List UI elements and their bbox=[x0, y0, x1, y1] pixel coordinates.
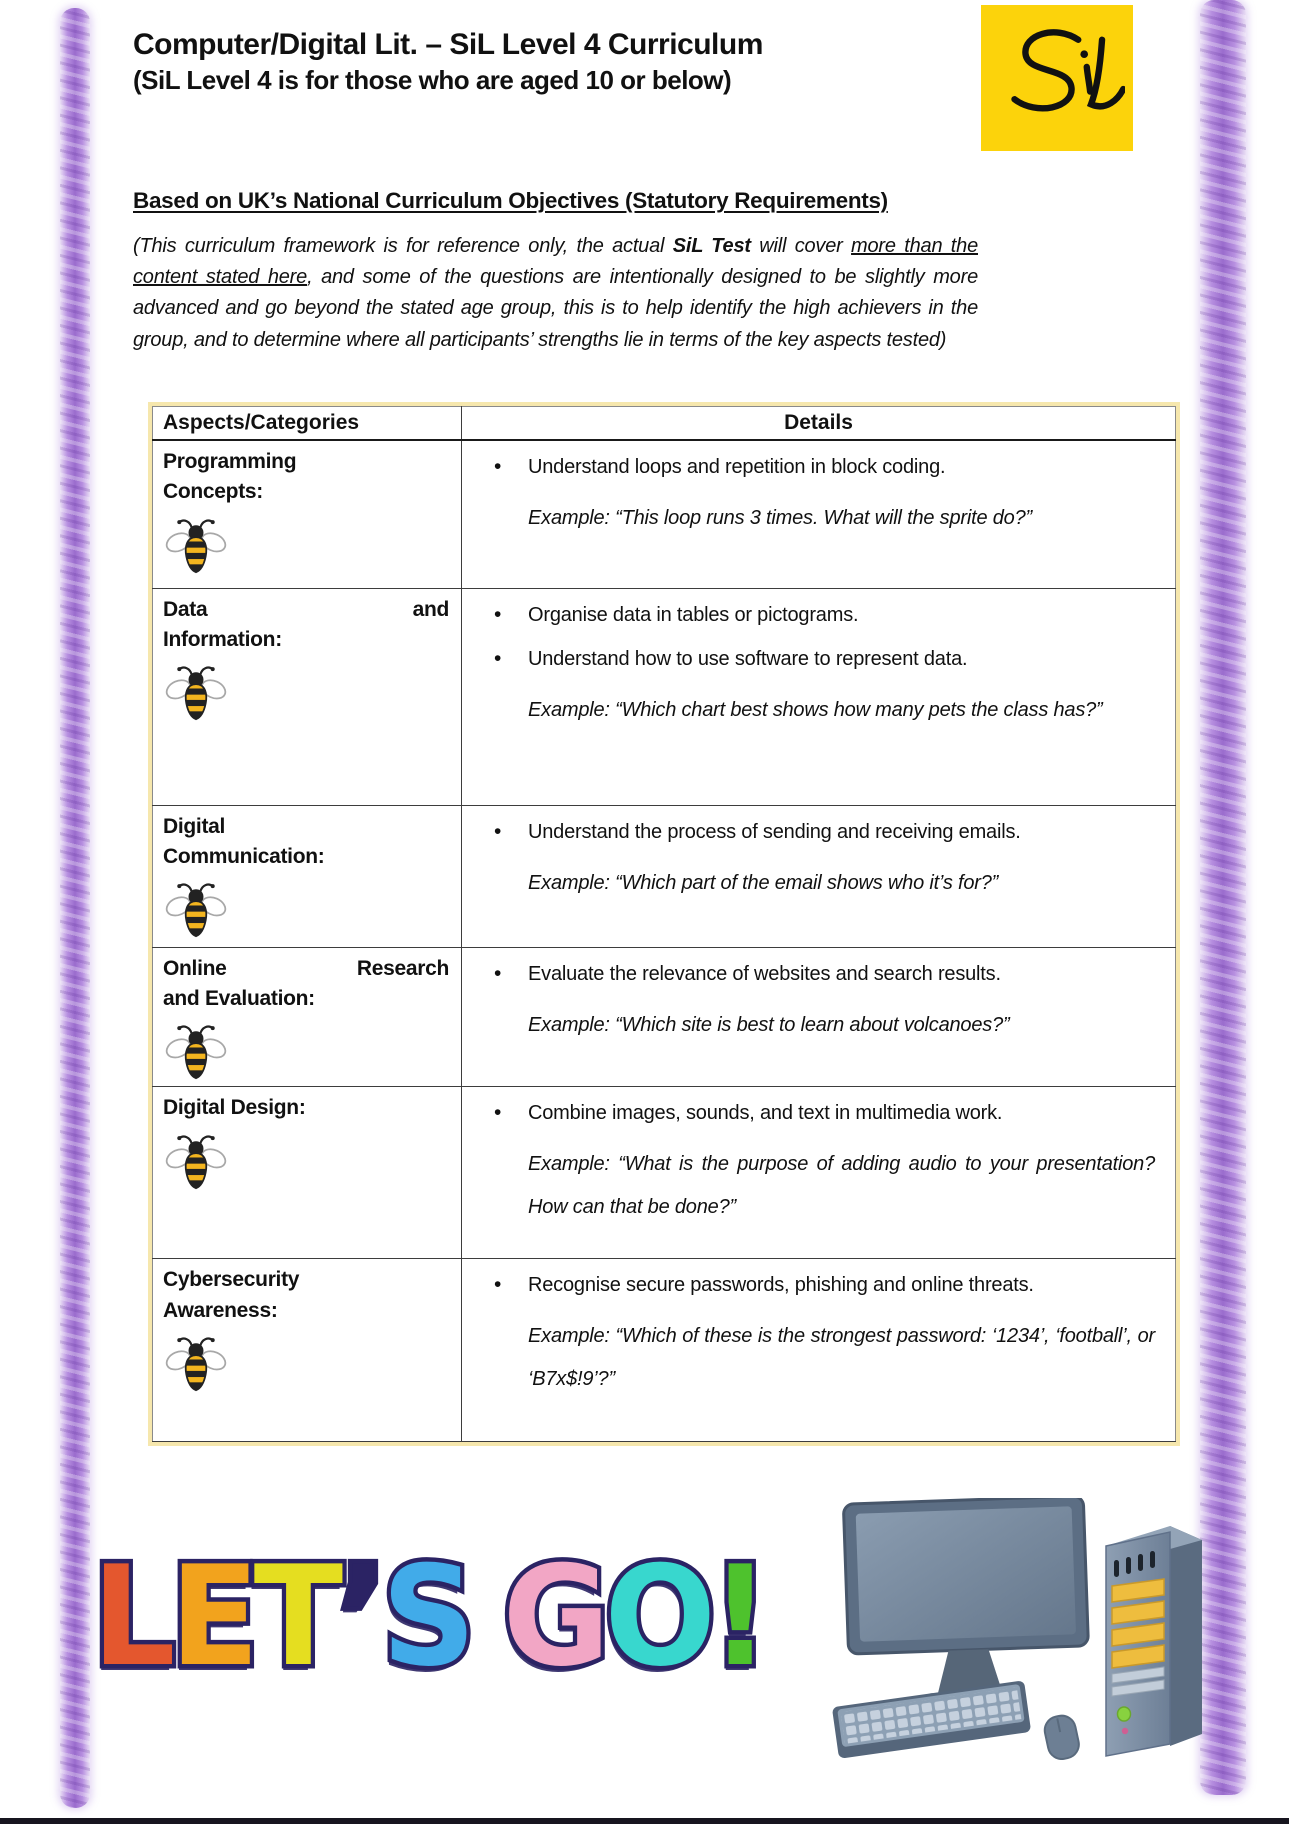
detail-bullet: • Combine images, sounds, and text in multimedia work. bbox=[472, 1099, 1165, 1128]
left-purple-stripe bbox=[60, 8, 90, 1808]
example-text: Example: “What is the purpose of adding audio to your presentation? How can that be done?” bbox=[528, 1153, 1155, 1219]
mouse bbox=[1042, 1713, 1081, 1760]
details-cell bbox=[462, 1087, 1176, 1259]
intro-paragraph bbox=[133, 231, 978, 356]
bee-icon bbox=[165, 663, 227, 721]
bee-icon bbox=[165, 880, 227, 938]
details-cell bbox=[462, 947, 1176, 1087]
lets-go-wordart bbox=[92, 1536, 765, 1697]
category-cell bbox=[153, 1087, 462, 1259]
category-label: Programming bbox=[163, 450, 297, 473]
table-row-digital-design bbox=[153, 1087, 1176, 1259]
bee-icon bbox=[165, 1334, 227, 1392]
detail-bullet: • Understand how to use software to represent data. bbox=[472, 645, 1165, 674]
category-cell bbox=[153, 947, 462, 1087]
category-word: Research bbox=[356, 956, 449, 980]
table-row-data-and-information bbox=[153, 588, 1176, 805]
category-label: Digital bbox=[163, 814, 226, 838]
tower bbox=[1106, 1526, 1202, 1756]
detail-bullet: • Understand loops and repetition in block coding. bbox=[472, 453, 1165, 482]
category-label: Communication: bbox=[163, 844, 325, 868]
wordart-letter: T bbox=[253, 1536, 338, 1697]
section-heading: Based on UK’s National Curriculum Objectives (Statutory Requirements) bbox=[133, 188, 888, 213]
monitor bbox=[843, 1498, 1090, 1709]
page-title: Computer/Digital Lit. – SiL Level 4 Curriculum bbox=[133, 28, 763, 61]
detail-bullet: • Recognise secure passwords, phishing and online threats. bbox=[472, 1271, 1165, 1300]
detail-bullet: • Organise data in tables or pictograms. bbox=[472, 601, 1165, 630]
table-row-digital-communication bbox=[153, 805, 1176, 947]
wordart-letter: ’ bbox=[337, 1536, 382, 1697]
example-text: Example: “Which of these is the strongest password: ‘1234’, ‘football’, or ‘B7x$!9’?” bbox=[528, 1325, 1155, 1391]
intro-underlined-text: more than the content stated here bbox=[133, 235, 978, 289]
table-header-row bbox=[153, 407, 1176, 441]
details-cell bbox=[462, 588, 1176, 805]
category-label: Awareness: bbox=[163, 1298, 278, 1322]
page-subtitle: (SiL Level 4 is for those who are aged 10 or below) bbox=[133, 64, 732, 95]
wordart-letter: O bbox=[604, 1536, 711, 1697]
category-word: Data bbox=[163, 597, 208, 621]
category-cell bbox=[153, 1259, 462, 1442]
curriculum-table bbox=[148, 402, 1180, 1446]
category-label: Digital Design: bbox=[163, 1096, 306, 1120]
category-label: Concepts: bbox=[163, 480, 263, 504]
bee-icon bbox=[165, 1132, 227, 1190]
table-row-cybersecurity-awareness bbox=[153, 1259, 1176, 1442]
category-word: and bbox=[412, 597, 449, 621]
category-label: Cybersecurity bbox=[163, 1268, 300, 1292]
detail-bullet: • Understand the process of sending and receiving emails. bbox=[472, 818, 1165, 847]
wordart-letter: E bbox=[169, 1536, 254, 1697]
example-text: Example: “Which chart best shows how many pets the class has?” bbox=[528, 698, 1103, 721]
example-text: Example: “Which site is best to learn about volcanoes?” bbox=[528, 1013, 1010, 1036]
wordart-letter: S bbox=[381, 1536, 471, 1697]
bee-icon bbox=[165, 1022, 227, 1080]
category-label: and Evaluation: bbox=[163, 986, 315, 1010]
wordart-letter: L bbox=[92, 1536, 170, 1697]
intro-text: will cover bbox=[750, 235, 852, 257]
desktop-computer-illustration bbox=[818, 1498, 1210, 1760]
table-row-online-research-evaluation bbox=[153, 947, 1176, 1087]
details-cell bbox=[462, 1259, 1176, 1442]
wordart-letter: ! bbox=[710, 1536, 765, 1697]
category-cell bbox=[153, 588, 462, 805]
sil-logo bbox=[981, 5, 1133, 151]
detail-bullet: • Evaluate the relevance of websites and search results. bbox=[472, 960, 1165, 989]
sil-logo-handwriting-icon bbox=[989, 14, 1125, 142]
intro-text: (This curriculum framework is for reference only, the actual bbox=[133, 235, 673, 257]
category-word: Online bbox=[163, 956, 227, 980]
example-text: Example: “Which part of the email shows who it’s for?” bbox=[528, 871, 999, 894]
column-header-details: Details bbox=[462, 407, 1176, 441]
category-label bbox=[163, 954, 451, 984]
details-cell bbox=[462, 805, 1176, 947]
category-label bbox=[163, 595, 451, 625]
category-label: Information: bbox=[163, 627, 282, 651]
bottom-edge-bar bbox=[0, 1818, 1289, 1824]
wordart-letter: G bbox=[502, 1536, 605, 1697]
column-header-aspects: Aspects/Categories bbox=[153, 407, 462, 441]
example-text: Example: “This loop runs 3 times. What will the sprite do?” bbox=[528, 507, 1032, 529]
keyboard bbox=[832, 1680, 1031, 1758]
details-cell bbox=[462, 440, 1176, 588]
intro-bold-sil-test: SiL Test bbox=[672, 235, 751, 257]
category-cell bbox=[153, 805, 462, 947]
document-header bbox=[133, 26, 973, 97]
bee-icon bbox=[165, 516, 227, 574]
category-cell bbox=[153, 440, 462, 588]
intro-text: , and some of the questions are intentionally designed to be slightly more advanced and go beyond the stated age group, this is to help identify the high achievers in the group, and to determine where all participants’ strengths lie in terms of the key aspects tested) bbox=[133, 266, 978, 351]
table-row-programming-concepts bbox=[153, 440, 1176, 588]
